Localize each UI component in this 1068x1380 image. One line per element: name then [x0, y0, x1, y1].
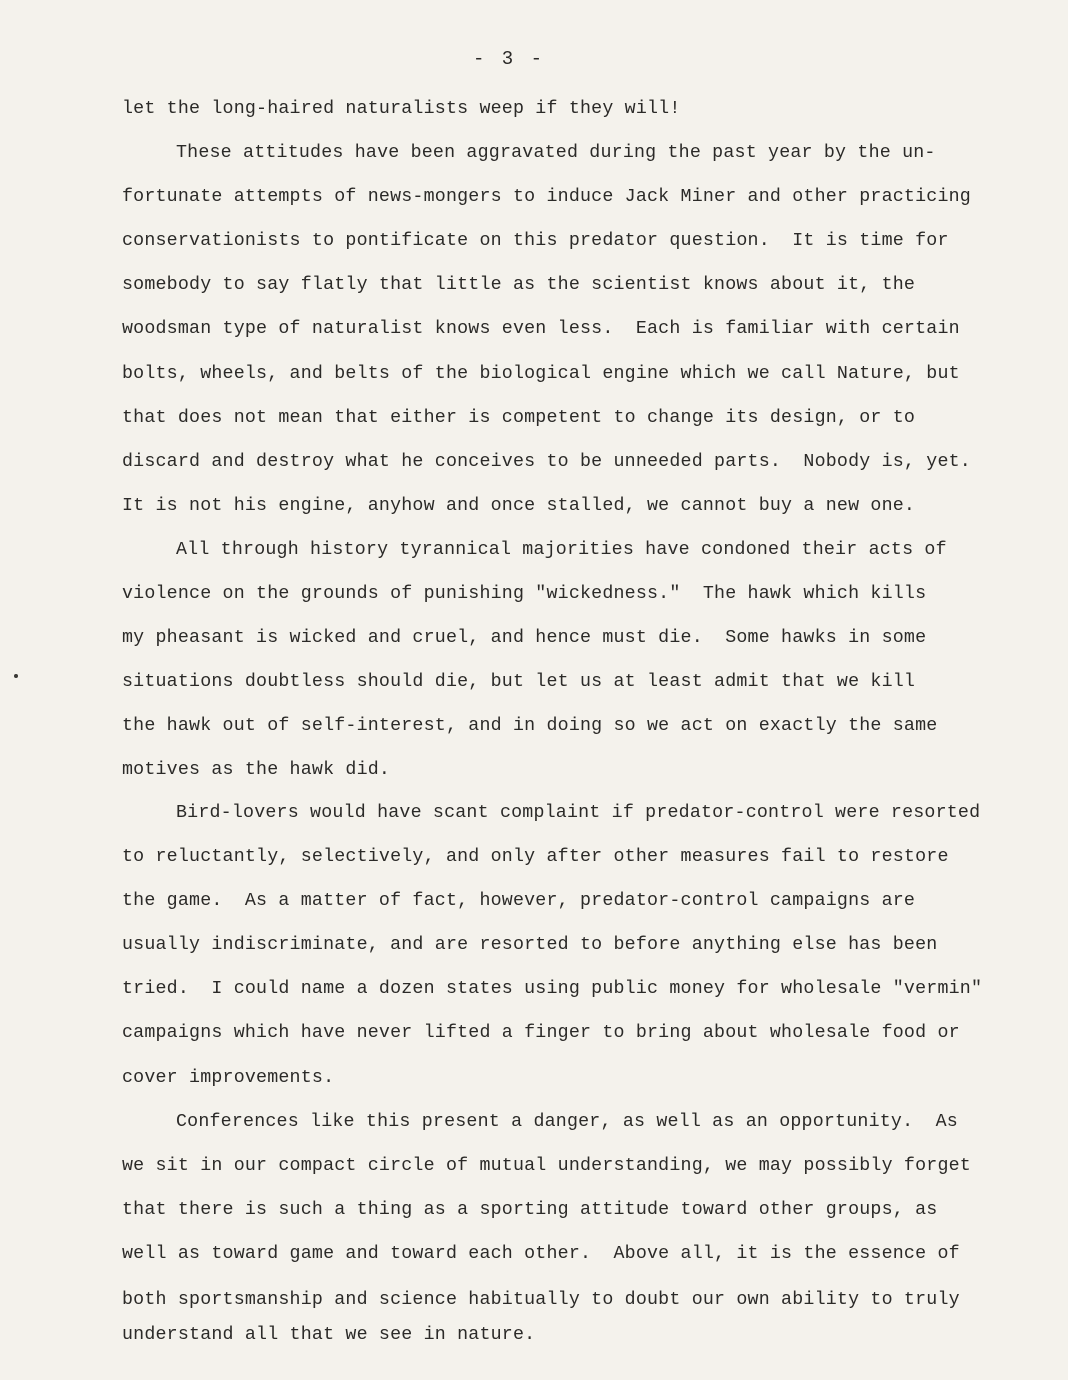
text-line: It is not his engine, anyhow and once stalled, we cannot buy a new one. [122, 496, 916, 516]
text-line: my pheasant is wicked and cruel, and hence must die. Some hawks in some [122, 628, 927, 648]
text-line: understand all that we see in nature. [122, 1325, 536, 1345]
text-line: motives as the hawk did. [122, 760, 391, 780]
text-line: usually indiscriminate, and are resorted to before anything else has been [122, 935, 938, 955]
text-line: campaigns which have never lifted a finger to bring about wholesale food or [122, 1023, 960, 1043]
text-line: we sit in our compact circle of mutual understanding, we may possibly forget [122, 1156, 971, 1176]
text-line: to reluctantly, selectively, and only after other measures fail to restore [122, 847, 949, 867]
text-line: woodsman type of naturalist knows even less. Each is familiar with certain [122, 319, 960, 339]
text-line: both sportsmanship and science habitually to doubt our own ability to truly [122, 1290, 960, 1310]
text-line: tried. I could name a dozen states using public money for wholesale "vermin" [122, 979, 983, 999]
text-line: somebody to say flatly that little as the scientist knows about it, the [122, 275, 916, 295]
text-line: situations doubtless should die, but let us at least admit that we kill [122, 672, 916, 692]
page-number: - 3 - [472, 48, 545, 70]
ink-speck [14, 674, 18, 678]
text-line: well as toward game and toward each other. Above all, it is the essence of [122, 1244, 960, 1264]
paragraph-start-line: These attitudes have been aggravated during the past year by the un- [176, 143, 936, 163]
text-line: the hawk out of self-interest, and in doing so we act on exactly the same [122, 716, 938, 736]
paragraph-start-line: Conferences like this present a danger, as well as an opportunity. As [176, 1112, 958, 1132]
text-line: conservationists to pontificate on this predator question. It is time for [122, 231, 949, 251]
text-line: let the long-haired naturalists weep if they will! [122, 99, 681, 119]
text-line: cover improvements. [122, 1068, 335, 1088]
paragraph-start-line: Bird-lovers would have scant complaint if predator-control were resorted [176, 803, 981, 823]
text-line: bolts, wheels, and belts of the biological engine which we call Nature, but [122, 364, 960, 384]
text-line: that there is such a thing as a sporting attitude toward other groups, as [122, 1200, 938, 1220]
text-line: violence on the grounds of punishing "wickedness." The hawk which kills [122, 584, 927, 604]
text-line: that does not mean that either is competent to change its design, or to [122, 408, 916, 428]
paragraph-start-line: All through history tyrannical majorities have condoned their acts of [176, 540, 947, 560]
text-line: fortunate attempts of news-mongers to induce Jack Miner and other practicing [122, 187, 971, 207]
text-line: discard and destroy what he conceives to be unneeded parts. Nobody is, yet. [122, 452, 971, 472]
text-line: the game. As a matter of fact, however, predator-control campaigns are [122, 891, 916, 911]
